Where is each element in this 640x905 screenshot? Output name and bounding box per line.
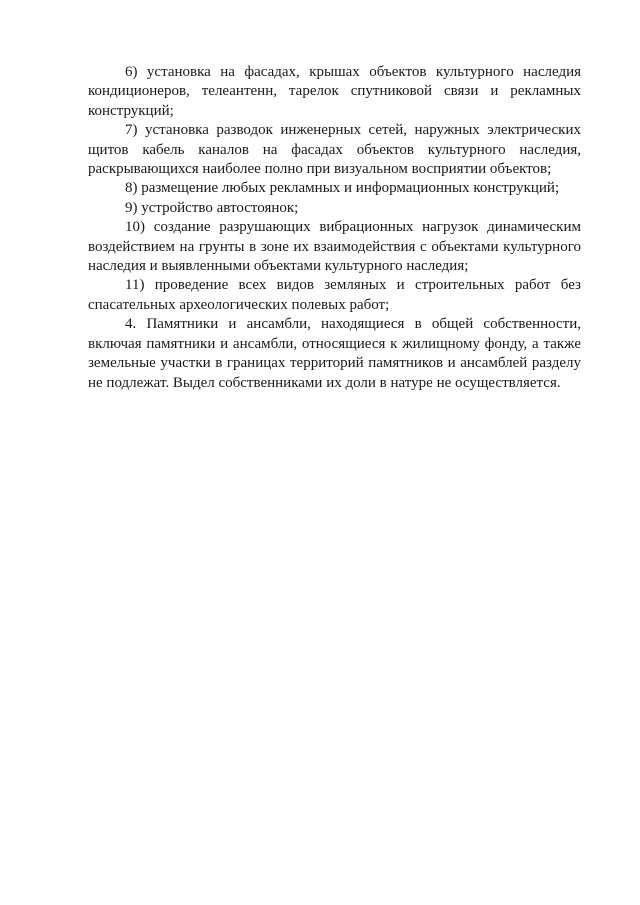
paragraph-item-10: 10) создание разрушающих вибрационных нагрузок динамическим воздействием на грунты в зоне их взаимодействия с объектами культурного наследия и выявленными объектами культурного наследия; bbox=[88, 219, 581, 275]
paragraph-clause-4: 4. Памятники и ансамбли, находящиеся в общей собственности, включая памятники и ансамбли, относящиеся к жилищному фонду, а также земельные участки в границах территорий памятников и ансамблей разделу не подлежат. Выдел собственниками их доли в натуре не осуществляется. bbox=[88, 316, 581, 391]
paragraph-item-8: 8) размещение любых рекламных и информационных конструкций; bbox=[125, 180, 560, 197]
paragraph-item-7: 7) установка разводок инженерных сетей, наружных электрических щитов кабель каналов на фасадах объектов культурного наследия, раскрывающихся наиболее полно при визуальном восприятии объектов; bbox=[88, 122, 581, 178]
paragraph-item-9: 9) устройство автостоянок; bbox=[125, 199, 299, 216]
paragraph-item-11: 11) проведение всех видов земляных и строительных работ без спасательных археологических полевых работ; bbox=[88, 277, 581, 313]
paragraph-item-6: 6) установка на фасадах, крышах объектов культурного наследия кондиционеров, телеантенн, тарелок спутниковой связи и рекламных конструкций; bbox=[88, 64, 581, 119]
document-body bbox=[88, 63, 581, 393]
